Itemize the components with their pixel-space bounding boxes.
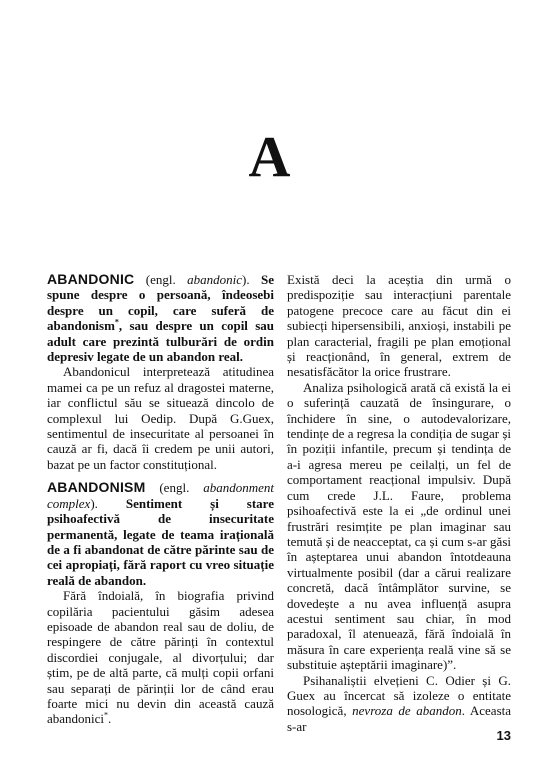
- page-number: 13: [496, 728, 511, 743]
- entry-abandonism: [47, 480, 274, 727]
- engl-open: (engl.: [145, 480, 204, 496]
- definition-part-1: Se spune despre o persoană, îndeosebi despre un copil, care suferă de abandonism: [47, 272, 274, 334]
- engl-close: ).: [242, 272, 261, 287]
- section-letter: A: [248, 124, 291, 189]
- body-paragraph: [287, 673, 511, 735]
- paragraph-end: .: [108, 711, 112, 727]
- entry-term-abandonic: ABANDONIC: [47, 271, 135, 287]
- body-paragraph: Analiza psihologică arată că există la ei o suferință cauzată de însingurare, o închidere în sine, o autodevalorizare, tendințe de a regresa la condiția de sugar și în poziții infantile, precum și tendința de a-i agresa mereu pe ceilalți, un fel de comportament reacțional impulsiv. După cum crede J.L. Faure, problema psihoafectivă este la ei „de ordinul unei frustrări resimțite pe plan imaginar sau temută și de neacceptat, ca și cum s-ar găsi în așteptarea unui abandon întotdeauna virtualmente posibil (dar a cărui realizare concretă, dacă întâmplător survine, se dovedește a nu avea influență asupra acestui sentiment sau chiar, în mod paradoxal, îl atenuează, fără îndoială în măsura în care experiența reală vine să se substituie așteptării imaginare)”.: [287, 379, 511, 673]
- english-term: abandonic: [187, 272, 243, 287]
- body-paragraph: Există deci la aceștia din urmă o predispoziție sau interacțiuni parentale patogene precoce care au făcut din ei subiecți hipersensibili, anxioși, instabili pe plan caracterial, fragili pe plan emoțional și reacționând, în general, extrem de nesatisfăcător la orice frustrare.: [287, 272, 511, 380]
- right-column: [287, 272, 511, 734]
- definition: Sentiment și stare psihoafectivă de insecuritate permanentă, legate de teama irațională de a fi abandonat de către părinte sau de cei apropiați, fără raport cu vreo situație reală de abandon.: [47, 495, 274, 588]
- entry-term-abandonism: ABANDONISM: [47, 479, 146, 496]
- body-paragraph: [47, 588, 274, 727]
- cross-reference-star: *: [104, 711, 109, 721]
- definition-part-2: , sau despre un copil sau adult care prezintă tulburări de ordin depresiv legate de un abandon real.: [47, 318, 274, 365]
- entry-abandonic-definition: [47, 272, 274, 364]
- cross-reference-star: *: [114, 317, 119, 327]
- engl-close: ).: [90, 495, 126, 511]
- paragraph-text: Psihanaliștii elvețieni C. Odier și G. Guex au încercat să izoleze o entitate nosologică,: [287, 672, 511, 719]
- english-term: abandonment complex: [47, 480, 274, 511]
- left-column: [47, 272, 274, 727]
- italic-term: nevroza de abandon: [352, 703, 462, 719]
- paragraph-text-end: . Aceasta s-ar: [287, 703, 512, 734]
- body-paragraph: Abandonicul interpretează atitudinea mamei ca pe un refuz al dragostei materne, iar conflictul său se situează dincolo de complexul lui Oedip. După G.Guex, sentimentul de insecuritate al persoanei în cauză ar fi, dacă îi credem pe unii autori, bazat pe un factor constituțional.: [47, 364, 274, 472]
- engl-open: (engl.: [134, 272, 188, 287]
- entry-abandonism-definition: [47, 480, 274, 588]
- entry-abandonic: [47, 272, 274, 472]
- paragraph-text: Fără îndoială, în biografia privind copilăria pacientului găsim adesea episoade de abandon real sau de doliu, de respingere de către părinți în contextul discordiei conjugale, al divorțului; dar știm, pe de altă parte, că mulți copii orfani sau separați de părinții lor de când erau foarte mici nu devin din această cauză abandonici: [47, 588, 274, 727]
